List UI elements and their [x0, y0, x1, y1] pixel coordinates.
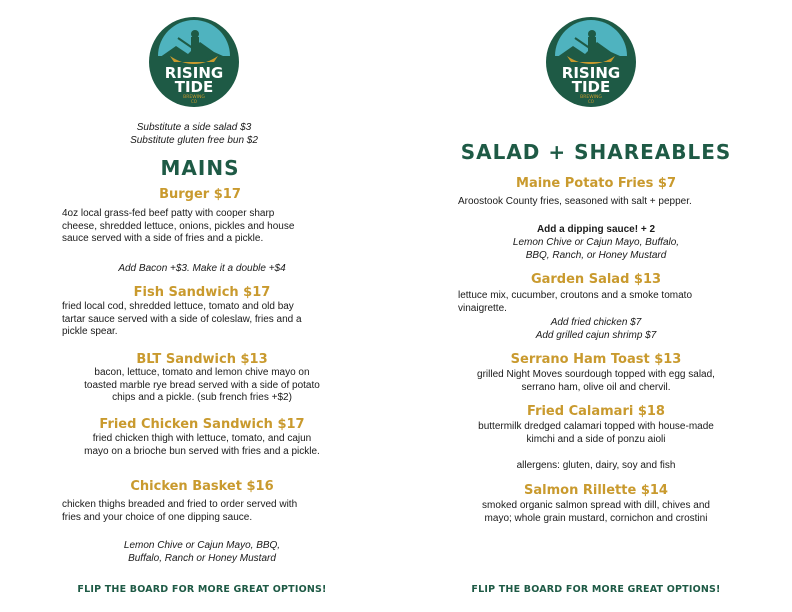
addon-line: Add grilled cajun shrimp $7	[535, 329, 657, 341]
garden-salad-desc-line: lettuce mix, cucumber, croutons and a smoke tomato	[458, 290, 692, 301]
burger-desc-line: 4oz local grass-fed beef patty with cooper sharp	[62, 208, 275, 219]
salmon-rillette-title: Salmon Rillette $14	[524, 483, 668, 498]
garden-salad-title: Garden Salad $13	[530, 272, 662, 287]
blt-sandwich-description	[52, 367, 352, 405]
serrano-ham-toast-description	[446, 369, 746, 394]
chicken-basket-title: Chicken Basket $16	[130, 479, 274, 494]
blt-desc-line: chips and a pickle. (sub french fries +$2)	[112, 392, 292, 404]
burger-note: Add Bacon +$3. Make it a double +$4	[118, 263, 286, 274]
sauce-line: Buffalo, Ranch or Honey Mustard	[128, 552, 276, 564]
addon-line: Add fried chicken $7	[550, 317, 642, 328]
logo-name-line1: RISING	[164, 64, 224, 82]
sauce-line: Lemon Chive or Cajun Mayo, BBQ,	[123, 540, 281, 551]
logo-brewing: BREWING	[183, 95, 205, 100]
fish-desc-line: fried local cod, shredded lettuce, tomato and old bay	[62, 301, 294, 312]
garden-salad-description	[458, 290, 778, 315]
logo-name-line2: TIDE	[174, 78, 214, 96]
brand-logo-right	[545, 16, 637, 108]
fish-desc-line: pickle spear.	[62, 326, 118, 338]
salmon-desc-line: smoked organic salmon spread with dill, chives and	[482, 500, 710, 511]
serrano-desc-line: serrano ham, olive oil and chervil.	[521, 381, 671, 393]
salmon-rillette-description	[446, 500, 746, 525]
burger-desc-line: cheese, shredded lettuce, onions, pickles and house	[62, 220, 295, 232]
fish-desc-line: tartar sauce served with a side of coleslaw, fries and a	[62, 313, 302, 325]
logo-co: CO	[191, 99, 197, 104]
calamari-desc-line: kimchi and a side of ponzu aioli	[526, 433, 666, 445]
blt-sandwich-title: BLT Sandwich $13	[136, 352, 268, 367]
burger-description	[62, 208, 362, 246]
blt-desc-line: bacon, lettuce, tomato and lemon chive mayo on	[94, 367, 310, 378]
garden-salad-addons	[446, 317, 746, 342]
logo-name-line2: TIDE	[571, 78, 611, 96]
salad-shareables-section-title: SALAD + SHAREABLES	[460, 140, 732, 164]
serrano-desc-line: grilled Night Moves sourdough topped with egg salad,	[477, 369, 715, 380]
sauce-line: Lemon Chive or Cajun Mayo, Buffalo,	[512, 237, 680, 248]
left-footer: FLIP THE BOARD FOR MORE GREAT OPTIONS!	[77, 584, 327, 595]
dipping-sauce-heading: Add a dipping sauce! + 2	[536, 224, 656, 235]
calamari-desc-line: buttermilk dredged calamari topped with house-made	[478, 421, 714, 432]
blt-desc-line: toasted marble rye bread served with a side of potato	[84, 379, 320, 391]
fried-chicken-desc-line: fried chicken thigh with lettuce, tomato, and cajun	[92, 433, 312, 444]
rising-tide-logo	[545, 16, 637, 108]
salmon-desc-line: mayo; whole grain mustard, cornichon and crostini	[484, 512, 708, 524]
fried-chicken-desc-line: mayo on a brioche bun served with fries and a pickle.	[84, 445, 320, 457]
logo-co: CO	[588, 99, 594, 104]
burger-desc-line: sauce served with a side of fries and a pickle.	[62, 233, 264, 245]
maine-potato-fries-title: Maine Potato Fries $7	[516, 176, 676, 191]
brand-logo	[148, 16, 240, 108]
fried-calamari-title: Fried Calamari $18	[527, 404, 665, 419]
fried-chicken-sandwich-description	[52, 433, 352, 458]
sauce-line: BBQ, Ranch, or Honey Mustard	[525, 249, 667, 261]
chicken-basket-desc-line: fries and your choice of one dipping sauce.	[62, 511, 253, 523]
serrano-ham-toast-title: Serrano Ham Toast $13	[510, 352, 682, 367]
substitution-side-salad: Substitute a side salad $3	[136, 122, 252, 133]
fried-chicken-sandwich-title: Fried Chicken Sandwich $17	[99, 417, 305, 432]
chicken-basket-desc-line: chicken thighs breaded and fried to order served with	[62, 499, 298, 510]
calamari-allergens: allergens: gluten, dairy, soy and fish	[516, 460, 676, 471]
garden-salad-desc-line: vinaigrette.	[458, 302, 507, 314]
maine-potato-fries-description: Aroostook County fries, seasoned with salt + pepper.	[458, 196, 692, 207]
chicken-basket-description	[62, 499, 362, 524]
chicken-basket-sauces	[62, 540, 342, 565]
logo-brewing: BREWING	[580, 95, 602, 100]
fish-sandwich-description	[62, 301, 362, 339]
fried-calamari-description	[446, 421, 746, 446]
logo-name-line1: RISING	[561, 64, 621, 82]
fish-sandwich-title: Fish Sandwich $17	[133, 285, 271, 300]
dipping-sauce-options	[446, 237, 746, 262]
right-footer: FLIP THE BOARD FOR MORE GREAT OPTIONS!	[471, 584, 721, 595]
burger-title: Burger $17	[159, 187, 241, 202]
substitution-gluten-free-bun: Substitute gluten free bun $2	[130, 135, 258, 146]
rising-tide-logo	[148, 16, 240, 108]
mains-section-title: MAINS	[160, 156, 240, 180]
